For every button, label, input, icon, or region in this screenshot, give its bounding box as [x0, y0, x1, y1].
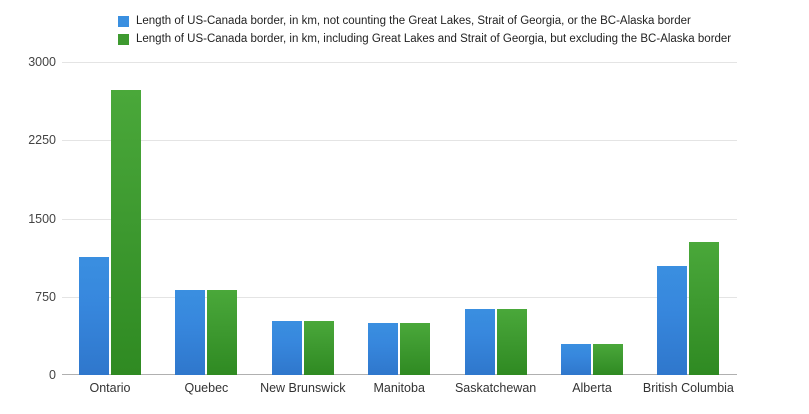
bar-new-brunswick-series-1[interactable] [272, 321, 302, 375]
bar-saskatchewan-series-1[interactable] [465, 309, 495, 375]
y-axis-label-2250: 2250 [28, 133, 56, 148]
legend-item-series-2[interactable] [118, 32, 798, 46]
x-axis-label-saskatchewan: Saskatchewan [454, 381, 537, 395]
bar-alberta-series-2[interactable] [593, 344, 623, 375]
legend-swatch-series-2 [118, 34, 129, 45]
x-axis-label-new-brunswick: New Brunswick [260, 381, 346, 395]
plot-area [62, 62, 737, 375]
legend-item-series-1[interactable] [118, 14, 798, 28]
bar-group-quebec [158, 62, 254, 375]
bar-group-saskatchewan [448, 62, 544, 375]
bar-group-ontario [62, 62, 158, 375]
bar-ontario-series-2[interactable] [111, 90, 141, 375]
bar-group-british-columbia [640, 62, 736, 375]
bar-new-brunswick-series-2[interactable] [304, 321, 334, 375]
x-axis-label-quebec: Quebec [184, 381, 229, 395]
bar-saskatchewan-series-2[interactable] [497, 309, 527, 375]
y-axis-label-1500: 1500 [28, 211, 56, 226]
bar-group-manitoba [351, 62, 447, 375]
chart-legend [118, 14, 798, 50]
bar-manitoba-series-1[interactable] [368, 323, 398, 375]
bar-group-alberta [544, 62, 640, 375]
y-axis-label-0: 0 [49, 368, 56, 382]
legend-swatch-series-1 [118, 16, 129, 27]
bar-quebec-series-1[interactable] [175, 290, 205, 375]
y-axis-label-3000: 3000 [28, 55, 56, 69]
x-axis-label-ontario: Ontario [89, 381, 131, 395]
bar-british-columbia-series-2[interactable] [689, 242, 719, 375]
legend-label-series-2: Length of US-Canada border, in km, including Great Lakes and Strait of Georgia, but excluding the BC-Alaska border [136, 33, 732, 45]
bar-british-columbia-series-1[interactable] [657, 266, 687, 375]
x-axis-label-british-columbia: British Columbia [642, 381, 734, 395]
legend-label-series-1: Length of US-Canada border, in km, not counting the Great Lakes, Strait of Georgia, or the BC-Alaska border [136, 15, 691, 27]
y-axis-label-750: 750 [35, 289, 56, 304]
bar-quebec-series-2[interactable] [207, 290, 237, 375]
bar-ontario-series-1[interactable] [79, 257, 109, 375]
bar-manitoba-series-2[interactable] [400, 323, 430, 375]
bar-alberta-series-1[interactable] [561, 344, 591, 375]
bar-group-new-brunswick [255, 62, 351, 375]
x-axis-label-manitoba: Manitoba [373, 381, 425, 395]
x-axis-label-alberta: Alberta [572, 381, 612, 395]
